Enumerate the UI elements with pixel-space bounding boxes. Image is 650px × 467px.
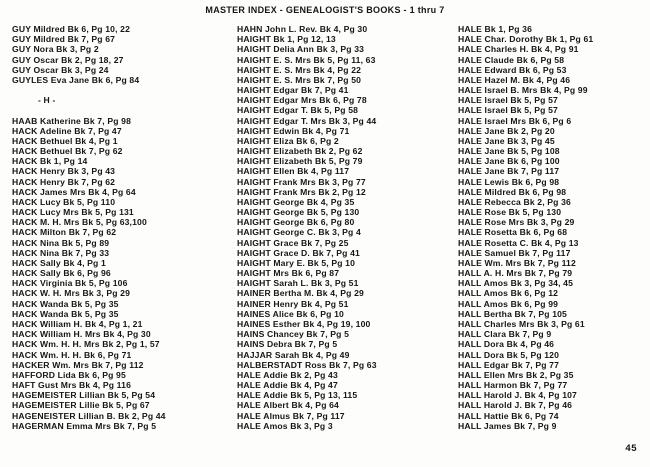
index-entry: HAJJAR Sarah Bk 4, Pg 49	[237, 349, 350, 360]
index-entry: HAIGHT Mary E. Bk 5, Pg 10	[237, 257, 356, 268]
index-entry: HAIGHT Ellen Bk 4, Pg 117	[237, 166, 350, 177]
index-entry: HAGEMEISTER Lillian Bk 5, Pg 54	[12, 390, 156, 401]
index-entry: HAIGHT Edgar Mrs Bk 6, Pg 78	[237, 95, 367, 106]
index-entry: HALL Harmon Bk 7, Pg 77	[458, 380, 568, 391]
index-entry: HACK M. H. Mrs Bk 5, Pg 63,100	[12, 217, 147, 228]
index-entry: HAIGHT Frank Mrs Bk 2, Pg 12	[237, 186, 366, 197]
index-entry: GUY Nora Bk 3, Pg 2	[12, 44, 99, 55]
index-entry: HACK Sally Bk 4, Pg 1	[12, 257, 106, 268]
index-entry: HAIGHT Bk 1, Pg 12, 13	[237, 34, 336, 45]
index-entry: HALE Israel Mrs Bk 6, Pg 6	[458, 115, 572, 126]
index-entry: HALE Addie Bk 4, Pg 47	[237, 380, 338, 391]
index-entry: GUY Oscar Bk 2, Pg 18, 27	[12, 54, 124, 65]
index-entry: HAINER Bertha M. Bk 4, Pg 29	[237, 288, 364, 299]
index-entry: HALE Israel Bk 5, Pg 57	[458, 105, 558, 116]
index-entry: HALE Amos Bk 3, Pg 3	[237, 420, 333, 431]
index-entry: HALE Israel B. Mrs Bk 4, Pg 99	[458, 85, 588, 96]
index-entry: HAIGHT George Bk 5, Pg 130	[237, 207, 360, 218]
index-entry: HACK Lucy Bk 5, Pg 110	[12, 196, 116, 207]
index-entry: HALE Lewis Bk 6, Pg 98	[458, 176, 560, 187]
index-entry: HACK Bethuel Bk 4, Pg 1	[12, 135, 118, 146]
index-entry: HAIGHT Elizabeth Bk 2, Pg 62	[237, 146, 363, 157]
index-entry: HALE Israel Bk 5, Pg 57	[458, 95, 558, 106]
index-entry: HACK Wanda Bk 5, Pg 35	[12, 308, 119, 319]
index-entry: GUY Mildred Bk 6, Pg 10, 22	[12, 24, 131, 34]
page-number: 45	[625, 443, 637, 454]
index-entry: HALE Samuel Bk 7, Pg 117	[458, 247, 571, 258]
index-entry: HALL Ellen Mrs Bk 2, Pg 35	[458, 369, 574, 380]
section-letter: - H -	[38, 95, 56, 106]
index-entry: HAIGHT Edgar T. Mrs Bk 3, Pg 44	[237, 115, 377, 126]
index-entry: HACK Wm. H. H. Mrs Bk 2, Pg 1, 57	[12, 339, 160, 350]
index-entry: HAINES Esther Bk 4, Pg 19, 100	[237, 318, 371, 329]
index-entry: HALL James Bk 7, Pg 9	[458, 420, 557, 431]
index-entry: HALL Harold J. Bk 7, Pg 46	[458, 400, 573, 411]
index-entry: HALL Clara Bk 7, Pg 9	[458, 329, 552, 340]
page-title: MASTER INDEX - GENEALOGIST'S BOOKS - 1 thru 7	[205, 5, 445, 15]
index-entry: HACK Milton Bk 7, Pg 62	[12, 227, 117, 238]
index-entry: HAFFORD Lida Bk 6, Pg 95	[12, 369, 126, 380]
index-entry: HALE Mildred Bk 6, Pg 98	[458, 186, 567, 197]
index-entry: HALE Rebecca Bk 2, Pg 36	[458, 196, 571, 207]
index-entry: HACK Sally Bk 6, Pg 96	[12, 268, 111, 279]
index-entry: HALE Jane Bk 5, Pg 108	[458, 146, 560, 157]
index-entry: HAIGHT Delia Ann Bk 3, Pg 33	[237, 44, 365, 55]
index-entry: HALL Amos Bk 6, Pg 12	[458, 288, 559, 299]
index-entry: HALE Edward Bk 6, Pg 53	[458, 64, 567, 75]
index-entry: HAIGHT Elizabeth Bk 5, Pg 79	[237, 156, 363, 167]
index-column-3	[458, 24, 648, 431]
index-entry: HACK Bk 1, Pg 14	[12, 156, 88, 167]
index-entry: HALE Rose Mrs Bk 3, Pg 29	[458, 217, 575, 228]
index-entry: HALL A. H. Mrs Bk 7, Pg 79	[458, 268, 573, 279]
index-entry: HACKER Wm. Mrs Bk 7, Pg 112	[12, 359, 144, 370]
index-entry: HALE Jane Bk 3, Pg 45	[458, 135, 555, 146]
index-entry: HALL Dora Bk 4, Pg 46	[458, 339, 555, 350]
index-entry: HACK Wm. H. H. Bk 6, Pg 71	[12, 349, 132, 360]
index-entry: HACK William H. Bk 4, Pg 1, 21	[12, 318, 143, 329]
index-entry: HACK Wanda Bk 5, Pg 35	[12, 298, 119, 309]
index-entry: HAIGHT Eliza Bk 6, Pg 2	[237, 135, 339, 146]
index-entry: HACK Nina Bk 5, Pg 89	[12, 237, 110, 248]
index-entry: HALE Jane Bk 6, Pg 100	[458, 156, 560, 167]
index-entry: HALL Amos Bk 6, Pg 99	[458, 298, 559, 309]
index-entry: HAGERMAN Emma Mrs Bk 7, Pg 5	[12, 420, 157, 431]
index-entry: HALL Hattie Bk 6, Pg 74	[458, 410, 559, 421]
index-entry: HACK Henry Bk 3, Pg 43	[12, 166, 116, 177]
index-entry: HAIGHT George Bk 4, Pg 35	[237, 196, 355, 207]
index-entry: HAIGHT Mrs Bk 6, Pg 87	[237, 268, 340, 279]
index-column-2	[237, 24, 462, 431]
index-entry: HAIGHT E. S. Mrs Bk 7, Pg 50	[237, 74, 362, 85]
index-entry: HAIGHT Grace D. Bk 7, Pg 41	[237, 247, 360, 258]
index-entry: HALL Charles Mrs Bk 3, Pg 61	[458, 318, 585, 329]
index-entry: HALE Albert Bk 4, Pg 64	[237, 400, 339, 411]
index-entry: HALE Wm. Mrs Bk 7, Pg 112	[458, 257, 576, 268]
index-entry: HAIGHT Edgar Bk 7, Pg 41	[237, 85, 349, 96]
index-entry: HAIGHT Edwin Bk 4, Pg 71	[237, 125, 350, 136]
index-entry: HAFT Gust Mrs Bk 4, Pg 116	[12, 380, 131, 391]
index-column-1	[12, 24, 237, 431]
index-entry	[12, 85, 237, 95]
index-entry: HAIGHT George C. Bk 3, Pg 4	[237, 227, 361, 238]
index-entry: HAIGHT Edgar T. Bk 5, Pg 58	[237, 105, 359, 116]
index-entry: HACK Nina Bk 7, Pg 33	[12, 247, 110, 258]
index-entry: HACK Virginia Bk 5, Pg 106	[12, 278, 128, 289]
index-entry: HAIGHT George Bk 6, Pg 80	[237, 217, 355, 228]
index-entry: HAIGHT Frank Mrs Bk 3, Pg 77	[237, 176, 366, 187]
index-entry: HALE Addie Bk 2, Pg 43	[237, 369, 338, 380]
index-entry: HAGENEISTER Lillian B. Bk 2, Pg 44	[12, 410, 166, 421]
index-entry: HALE Claude Bk 6, Pg 58	[458, 54, 565, 65]
index-entry: HAINS Chancey Bk 7, Pg 5	[237, 329, 350, 340]
index-entry: HACK W. H. Mrs Bk 3, Pg 29	[12, 288, 131, 299]
index-entry: HAIGHT E. S. Mrs Bk 5, Pg 11, 63	[237, 54, 376, 65]
index-entry: HAIGHT Grace Bk 7, Pg 25	[237, 237, 349, 248]
index-entry: HACK Lucy Mrs Bk 5, Pg 131	[12, 207, 134, 218]
index-entry: HAINER Henry Bk 4, Pg 51	[237, 298, 349, 309]
index-entry: HAHN John L. Rev. Bk 4, Pg 30	[237, 24, 368, 34]
index-entry: HALE Addie Bk 5, Pg 13, 115	[237, 390, 358, 401]
index-entry: HALE Charles H. Bk 4, Pg 91	[458, 44, 579, 55]
index-entry: HALL Bertha Bk 7, Pg 105	[458, 308, 567, 319]
index-entry: HACK Bethuel Bk 7, Pg 62	[12, 146, 123, 157]
index-entry: HALE Bk 1, Pg 36	[458, 24, 533, 34]
index-entry: HALL Edgar Bk 7, Pg 77	[458, 359, 560, 370]
index-entry: HAINS Debra Bk 7, Pg 5	[237, 339, 338, 350]
index-entry: GUY Oscar Bk 3, Pg 24	[12, 64, 109, 75]
index-entry: HALE Rosetta C. Bk 4, Pg 13	[458, 237, 579, 248]
index-entry: HALE Almus Bk 7, Pg 117	[237, 410, 345, 421]
index-entry: HALE Jane Bk 2, Pg 20	[458, 125, 555, 136]
index-entry: HACK Adeline Bk 7, Pg 47	[12, 125, 122, 136]
index-entry: HAINES Alice Bk 6, Pg 10	[237, 308, 344, 319]
index-entry: HALBERSTADT Ross Bk 7, Pg 63	[237, 359, 377, 370]
index-entry: HALE Hazel M. Bk 4, Pg 46	[458, 74, 571, 85]
index-entry: HALE Rose Bk 5, Pg 130	[458, 207, 562, 218]
index-entry: HAIGHT E. S. Mrs Bk 4, Pg 22	[237, 64, 362, 75]
index-entry: HALL Dora Bk 5, Pg 120	[458, 349, 560, 360]
index-entry: HALL Harold J. Bk 4, Pg 107	[458, 390, 577, 401]
index-entry: HAGEMEISTER Lillie Bk 5, Pg 67	[12, 400, 150, 411]
index-entry: HAAB Katherine Bk 7, Pg 98	[12, 115, 131, 126]
index-entry: GUY Mildred Bk 7, Pg 67	[12, 34, 116, 45]
index-entry: HAIGHT Sarah L. Bk 3, Pg 51	[237, 278, 359, 289]
index-entry: HACK Henry Bk 7, Pg 62	[12, 176, 116, 187]
index-entry	[12, 105, 237, 115]
index-entry: GUYLES Eva Jane Bk 6, Pg 84	[12, 74, 140, 85]
index-entry: HALE Jane Bk 7, Pg 117	[458, 166, 560, 177]
index-entry: HALL Amos Bk 3, Pg 34, 45	[458, 278, 574, 289]
index-entry: HALE Char. Dorothy Bk 1, Pg 61	[458, 34, 594, 45]
index-entry: HACK James Mrs Bk 4, Pg 64	[12, 186, 136, 197]
index-entry: HALE Rosetta Bk 6, Pg 68	[458, 227, 568, 238]
index-entry: HACK William H. Mrs Bk 4, Pg 30	[12, 329, 151, 340]
